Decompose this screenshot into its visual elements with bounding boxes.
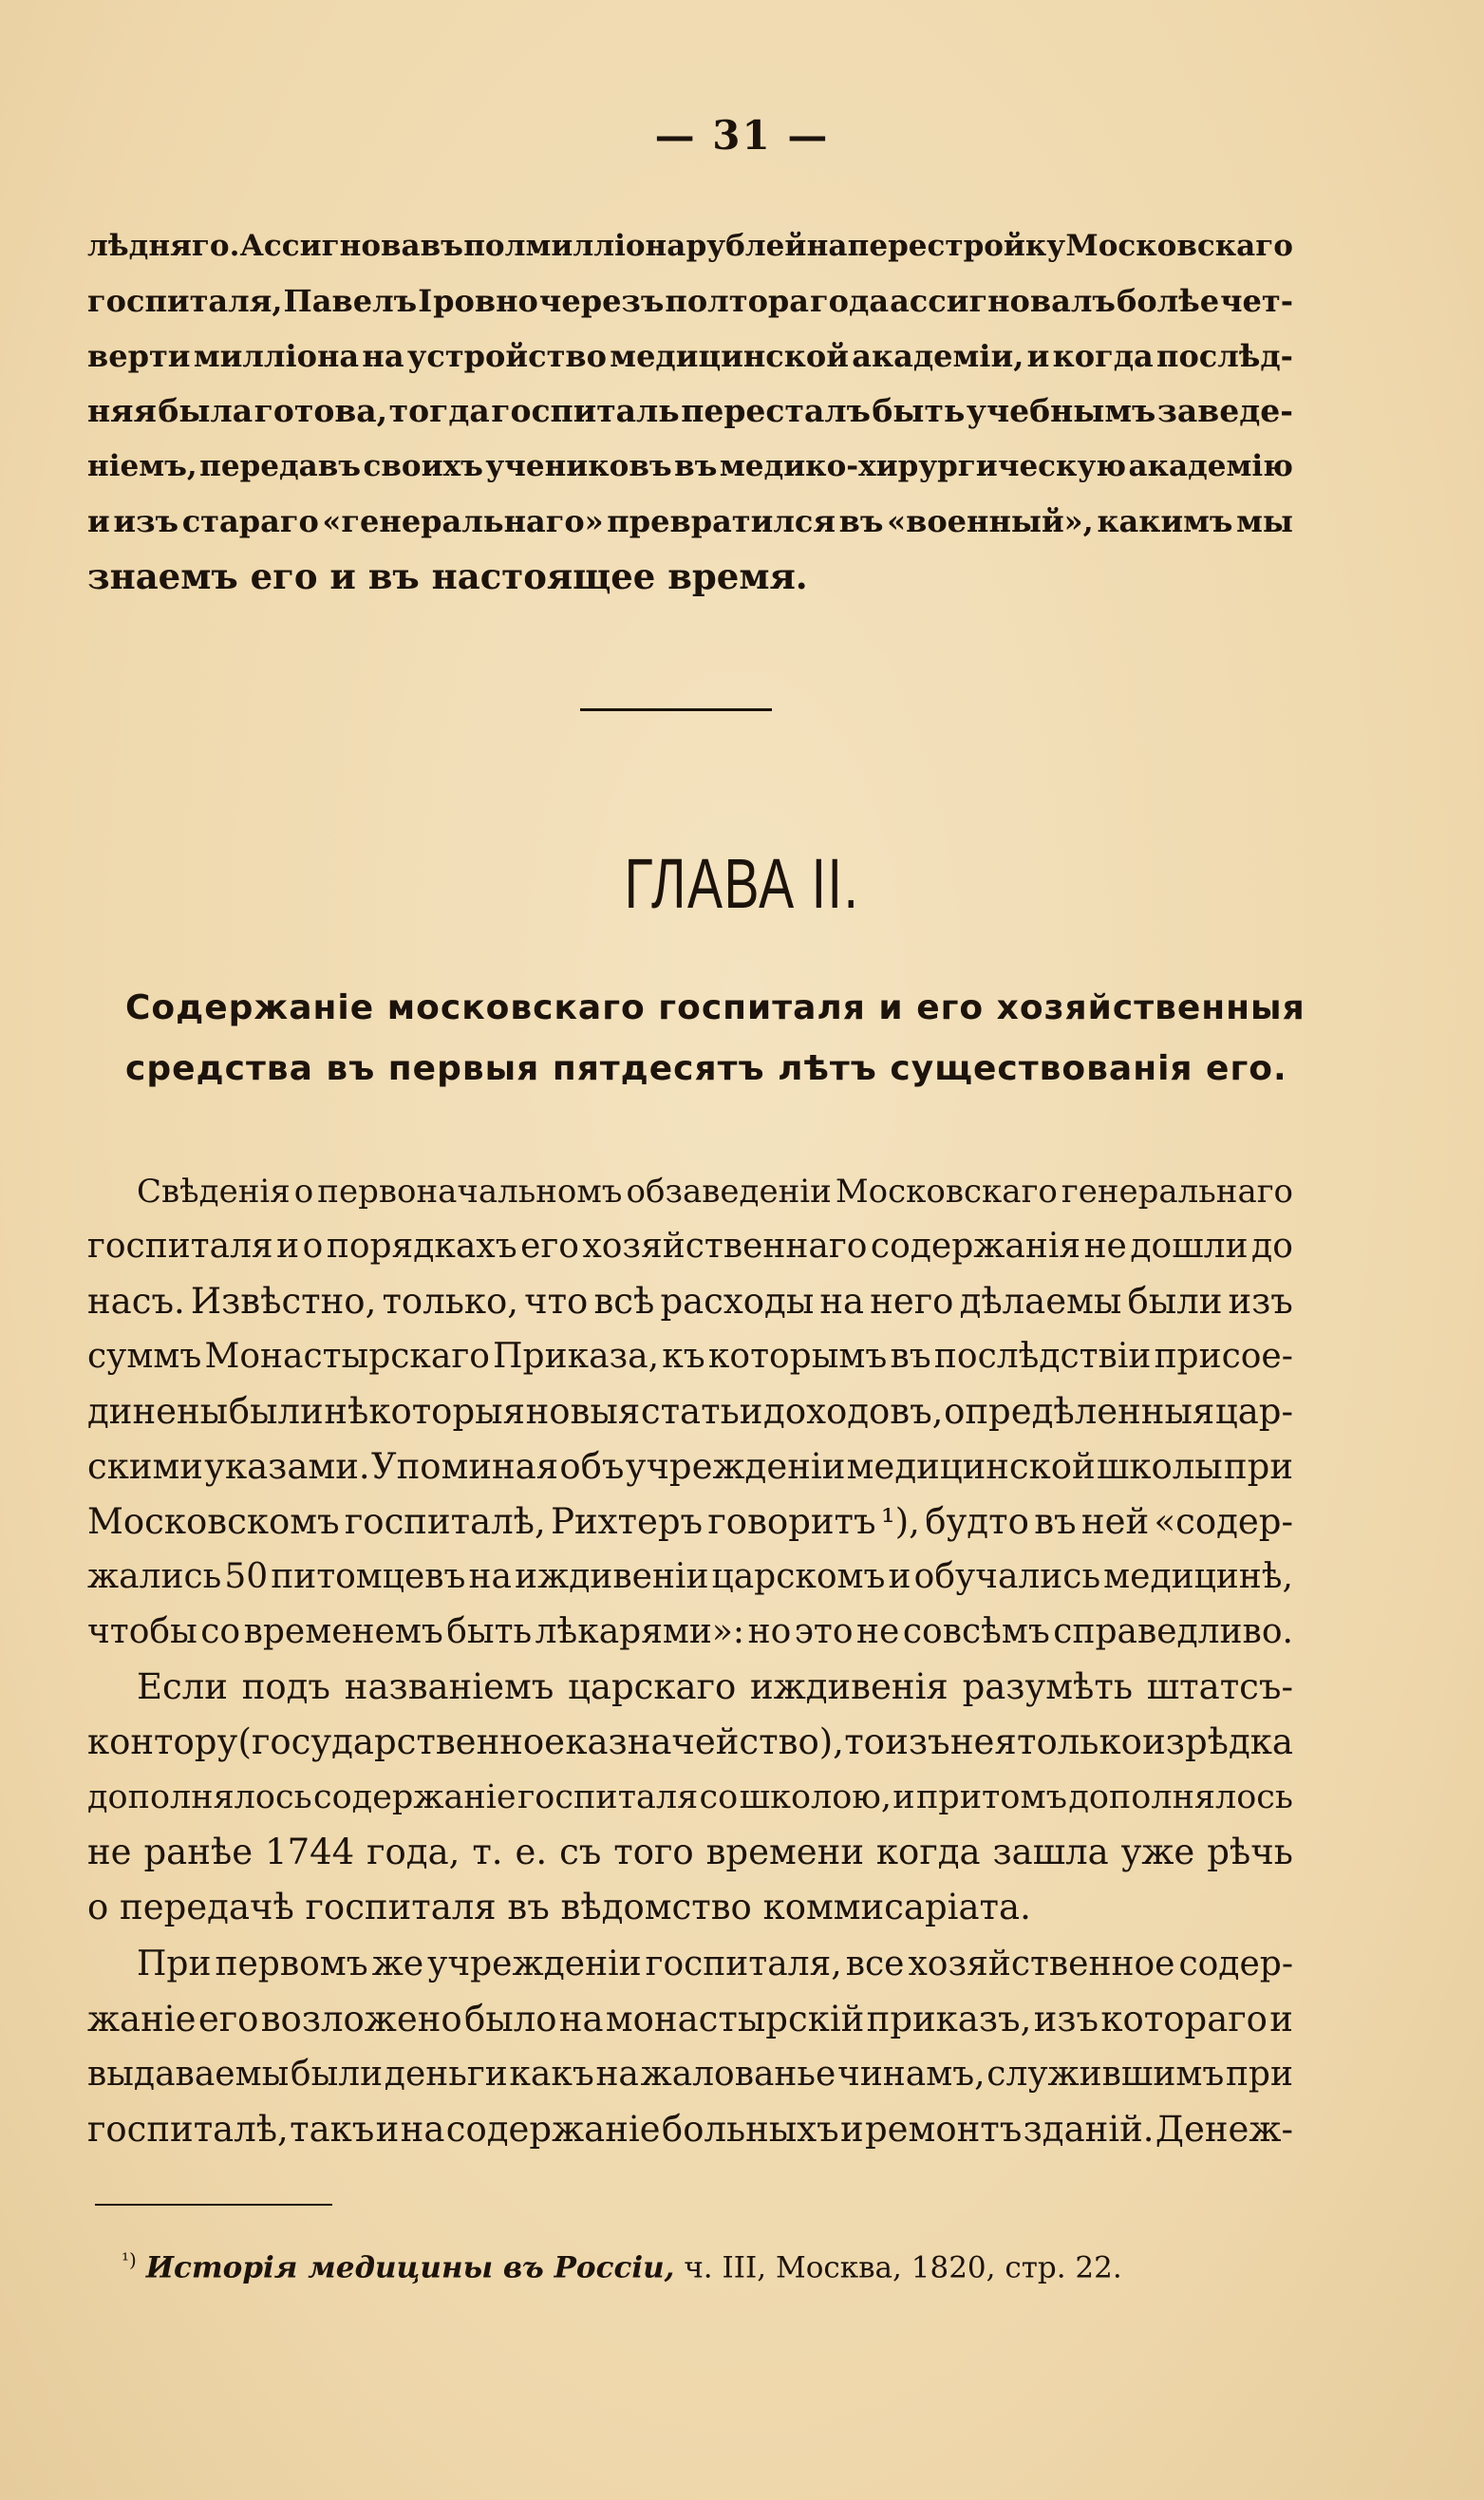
text-line: знаемъ его и въ настоящее время. [87, 555, 808, 597]
text-line: госпиталѣ, такъ и на содержаніе больныхъ и ремонтъ зданій. Денеж- [87, 2109, 1293, 2150]
text-line: динены были нѣкоторыя новыя статьи доходовъ, опредѣленныя цар- [87, 1391, 1293, 1432]
top-paragraph [87, 218, 1293, 604]
chapter-subtitle [125, 978, 1306, 1100]
text-line: контору (государственное казначейство), то изъ нея только изрѣдка [87, 1721, 1293, 1762]
text-line: ніемъ, передавъ своихъ учениковъ въ медико-хирургическую академію [87, 449, 1293, 483]
text-line: и изъ стараго «генеральнаго» превратился въ «военный», какимъ мы [87, 503, 1293, 539]
footnote-reference: ч. III, Москва, 1820, стр. 22. [684, 2250, 1122, 2285]
text-line: дополнялось содержаніе госпиталя со школою, и притомъ дополнялось [87, 1778, 1293, 1816]
text-line: няя была готова, тогда госпиталь пересталъ быть учебнымъ заведе- [87, 392, 1293, 429]
text-line: суммъ Монастырскаго Приказа, къ которымъ въ послѣдствіи присое- [87, 1337, 1293, 1376]
footnote [122, 2248, 1122, 2284]
text-line: Свѣденія о первоначальномъ обзаведеніи Московскаго генеральнаго [137, 1173, 1293, 1211]
text-line: не ранѣе 1744 года, т. е. съ того времени когда зашла уже рѣчь [87, 1832, 1293, 1872]
body-paragraph-2 [87, 1937, 1293, 2157]
text-line: Если подъ названіемъ царскаго иждивенія разумѣть штатсъ- [137, 1666, 1293, 1707]
text-line: чтобы со временемъ быть лѣкарями»: но это не совсѣмъ справедливо. [87, 1612, 1293, 1651]
body-paragraph-1 [87, 1164, 1293, 1935]
subtitle-line: Содержаніе московскаго госпиталя и его хозяйственныя [125, 988, 1306, 1027]
text-line: Московскомъ госпиталѣ, Рихтеръ говоритъ ¹), будто въ ней «содер- [87, 1501, 1293, 1542]
footnote-title: Исторія медицины въ Россіи, [145, 2250, 675, 2285]
text-line: госпиталя, Павелъ I ровно черезъ полтора года ассигновалъ болѣе чет- [87, 283, 1293, 319]
text-line: жаніе его возложено было на монастырскій приказъ, изъ котораго и [87, 1999, 1293, 2039]
text-line: жались 50 питомцевъ на иждивеніи царскомъ и обучались медицинѣ, [87, 1557, 1293, 1596]
text-line: о передачѣ госпиталя въ вѣдомство коммисаріата. [87, 1887, 1031, 1927]
subtitle-line: средства въ первыя пятдесятъ лѣтъ существованія его. [125, 1049, 1287, 1088]
text-line: верти милліона на устройство медицинской академіи, и когда послѣд- [87, 338, 1293, 374]
section-divider [580, 708, 772, 715]
chapter-title: ГЛАВА II. [624, 844, 860, 923]
footnote-mark: ¹) [122, 2248, 137, 2271]
text-line: госпиталя и о порядкахъ его хозяйственнаго содержанія не дошли до [87, 1227, 1293, 1266]
text-line: лѣдняго. Ассигновавъ полмилліона рублей на перестройку Московскаго [87, 229, 1293, 263]
page-number: — 31 — [654, 112, 830, 159]
text-line: выдаваемы были деньги какъ на жалованье чинамъ, служившимъ при [87, 2055, 1293, 2094]
text-line: скими указами. Упоминая объ учрежденіи медицинской школы при [87, 1446, 1293, 1487]
footnote-rule [95, 2204, 332, 2206]
text-line: При первомъ же учрежденіи госпиталя, все хозяйственное содер- [137, 1945, 1293, 1983]
text-line: насъ. Извѣстно, только, что всѣ расходы на него дѣлаемы были изъ [87, 1281, 1293, 1322]
